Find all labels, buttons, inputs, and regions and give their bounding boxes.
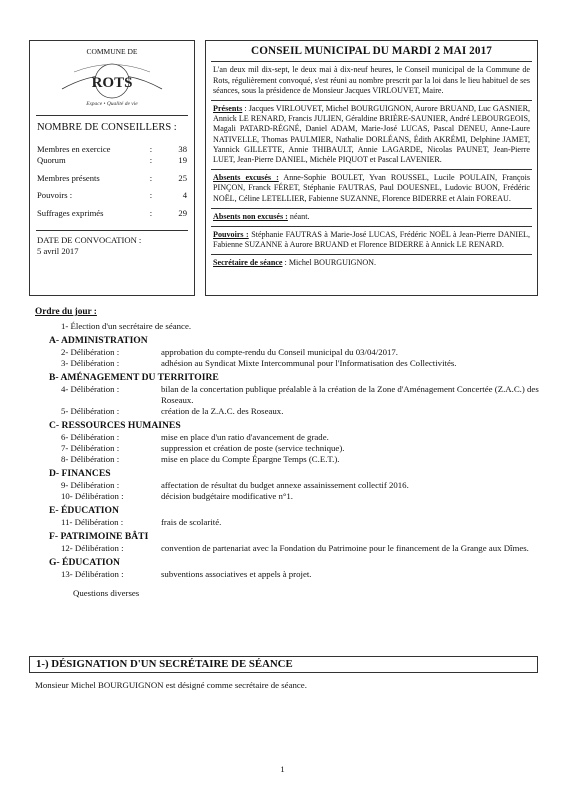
non-excuses-text: néant. <box>287 211 310 221</box>
agenda-section <box>35 371 545 417</box>
agenda-item <box>35 358 545 369</box>
pouvoirs-text: Stéphanie FAUTRAS à Marie-José LUCAS, Frédéric NOËL à Jean-Pierre DANIEL, Fabienne SUZANNE à Aurore BRUAND et Florence BIDERRE à Annick LE RENARD. <box>213 230 530 250</box>
agenda-item-description: mise en place du Compte Épargne Temps (C.E.T.). <box>161 454 340 465</box>
agenda-item-number: 10- Délibération : <box>61 491 124 502</box>
logo-tagline: Espace • Qualité de vie <box>86 101 138 107</box>
stat-label: Membres en exercice <box>37 143 111 154</box>
agenda-item-number: 2- Délibération : <box>61 347 120 358</box>
pouvoirs-label: Pouvoirs : <box>213 230 249 240</box>
divider <box>211 100 532 101</box>
agenda-item-number: 9- Délibération : <box>61 480 120 491</box>
stat-label: Membres présents <box>37 172 100 183</box>
divider <box>211 226 532 227</box>
presents-paragraph <box>206 104 537 165</box>
agenda-item-description: convention de partenariat avec la Fondation du Patrimoine pour le financement de la Grange aux Dîmes. <box>161 543 529 554</box>
counselors-stats <box>30 135 194 220</box>
agenda-item-number: 12- Délibération : <box>61 543 124 554</box>
stat-value: 38 <box>178 143 187 154</box>
agenda-title: Ordre du jour : <box>35 307 97 317</box>
agenda-item-description: adhésion au Syndicat Mixte Intercommunal pour l'Informatisation des Collectivités. <box>161 358 457 369</box>
agenda-item <box>35 432 545 443</box>
agenda-item <box>35 569 545 580</box>
agenda-item-description: approbation du compte-rendu du Conseil municipal du 03/04/2017. <box>161 347 398 358</box>
agenda-item-description: mise en place d'un ratio d'avancement de grade. <box>161 432 329 443</box>
stat-label: Suffrages exprimés <box>37 207 104 218</box>
secretaire-label: Secrétaire de séance <box>213 258 283 268</box>
stat-colon: : <box>149 207 153 218</box>
agenda-item-description: suppression et création de poste (service technique). <box>161 443 345 454</box>
rots-logo <box>52 59 172 107</box>
stat-colon: : <box>149 155 153 166</box>
agenda-section <box>35 419 545 465</box>
stat-row <box>37 190 187 202</box>
agenda-first-item: 1- Élection d'un secrétaire de séance. <box>61 321 192 332</box>
agenda-item-number: 5- Délibération : <box>61 406 120 417</box>
agenda-item <box>35 491 545 502</box>
agenda-item-number: 3- Délibération : <box>61 358 120 369</box>
commune-label: COMMUNE DE <box>86 47 138 56</box>
agenda-sections <box>35 334 545 580</box>
agenda-item-number: 13- Délibération : <box>61 569 124 580</box>
stat-value: 25 <box>178 172 187 183</box>
agenda-section-title: C- RESSOURCES HUMAINES <box>49 420 181 432</box>
section-1-heading: 1-) DÉSIGNATION D'UN SECRÉTAIRE DE SÉANCE <box>29 656 538 673</box>
secretaire-text: : Michel BOURGUIGNON. <box>282 258 377 268</box>
stat-label: Pouvoirs : <box>37 190 73 201</box>
divider <box>211 208 532 209</box>
agenda-section <box>35 530 545 554</box>
agenda-section-title: E- ÉDUCATION <box>49 505 119 517</box>
agenda-item <box>35 517 545 528</box>
agenda-item <box>35 384 545 406</box>
agenda-item <box>35 454 545 465</box>
commune-info-box <box>29 40 195 296</box>
agenda-section-title: G- ÉDUCATION <box>49 557 120 569</box>
counselors-title: NOMBRE DE CONSEILLERS : <box>37 122 177 133</box>
non-excuses-paragraph <box>206 212 537 222</box>
convocation <box>30 231 194 257</box>
presents-text: : Jacques VIRLOUVET, Michel BOURGUIGNON, Aurore BRUAND, Luc GASNIER, Annick LE RENARD, Francis JULIEN, Géraldine BRIÈRE-SAUNIER, André LEBOURGEOIS, Magali PATARD-RÉGNÉ, Daniel ADAM, Marie-José LUCAS, Pascal DENEU, Anne-Laure NATIVELLE, Thomas PAULMIER, Nathalie DORLÉANS, Édith AKRÉMI, Delphine JAMET, Yannick GILLETTE, Annie THIBAULT, Annie LAGARDE, Nicolas PAUNET, Jean-Pierre LUET, Jean-Pierre DANIEL, Michèle PIQUOT et Pascal LAVENIER. <box>213 104 530 165</box>
agenda-item <box>35 347 545 358</box>
stat-colon: : <box>149 172 153 183</box>
agenda-item-description: création de la Z.A.C. des Roseaux. <box>161 406 284 417</box>
session-title: CONSEIL MUNICIPAL DU MARDI 2 MAI 2017 <box>251 45 492 57</box>
agenda-section-title: A- ADMINISTRATION <box>49 335 148 347</box>
stat-row <box>37 155 187 167</box>
agenda-section <box>35 504 545 528</box>
stat-value: 29 <box>178 207 187 218</box>
excuses-label: Absents excusés : <box>213 173 279 183</box>
stat-colon: : <box>149 143 153 154</box>
divider <box>211 254 532 255</box>
convocation-date: 5 avril 2017 <box>37 246 79 257</box>
agenda-item <box>35 443 545 454</box>
agenda-section-title: F- PATRIMOINE BÂTI <box>49 531 149 543</box>
agenda-item <box>35 406 545 417</box>
agenda-section <box>35 467 545 502</box>
stat-row <box>37 144 187 156</box>
stat-value: 19 <box>178 155 187 166</box>
agenda-item-number: 4- Délibération : <box>61 384 120 395</box>
agenda-item <box>35 480 545 491</box>
stat-colon: : <box>149 190 153 201</box>
agenda-item-description: décision budgétaire modificative n°1. <box>161 491 294 502</box>
stat-row <box>37 208 187 220</box>
excuses-text: Anne-Sophie BOULET, Yvan ROUSSEL, Lucile POULAIN, François PINÇON, Franck FÉRET, Stéphanie FAUTRAS, Paul DOUESNEL, Ludovic BUON, Frédéric NOËL, Céline LETELLIER, Fabienne SUZANNE, Florence BIDERRE et Alain FOREAU. <box>213 173 530 203</box>
agenda-section-title: B- AMÉNAGEMENT DU TERRITOIRE <box>49 372 219 384</box>
agenda-section <box>35 556 545 580</box>
presents-label: Présents <box>213 104 243 114</box>
divider <box>211 169 532 170</box>
session-intro: L'an deux mil dix-sept, le deux mai à dix-neuf heures, le Conseil municipal de la Commune de Rots, régulièrement convoqué, s'est réuni au nombre prescrit par la loi dans le lieu habituel de ses séances, sous la présidence de Monsieur Jacques VIRLOUVET, Maire. <box>213 65 530 95</box>
agenda-item-description: frais de scolarité. <box>161 517 222 528</box>
agenda-item-number: 11- Délibération : <box>61 517 124 528</box>
stat-row <box>37 173 187 185</box>
pouvoirs-paragraph <box>206 230 537 250</box>
agenda-item-description: subventions associatives et appels à projet. <box>161 569 312 580</box>
agenda-item-description: affectation de résultat du budget annexe assainissement collectif 2016. <box>161 480 409 491</box>
excuses-paragraph <box>206 173 537 204</box>
agenda-item-number: 6- Délibération : <box>61 432 120 443</box>
convocation-label: DATE DE CONVOCATION : <box>37 235 142 246</box>
section-1-text: Monsieur Michel BOURGUIGNON est désigné comme secrétaire de séance. <box>35 680 307 690</box>
agenda-item <box>35 543 545 554</box>
agenda-section <box>35 334 545 369</box>
stat-value: 4 <box>182 190 187 201</box>
non-excuses-label: Absents non excusés : <box>213 211 288 221</box>
logo-name: ROTS <box>91 75 133 91</box>
stat-label: Quorum <box>37 155 66 166</box>
agenda <box>35 307 545 599</box>
agenda-item-number: 8- Délibération : <box>61 454 120 465</box>
agenda-item-number: 7- Délibération : <box>61 443 120 454</box>
secretaire-paragraph <box>206 258 537 268</box>
session-info-box <box>205 40 538 296</box>
agenda-item-description: bilan de la concertation publique préalable à la création de la Zone d'Aménagement Concertée (Z.A.C.) des Roseaux. <box>161 384 539 406</box>
questions-diverses: Questions diverses <box>73 588 140 599</box>
agenda-section-title: D- FINANCES <box>49 468 111 480</box>
page-number: 1 <box>280 764 285 774</box>
